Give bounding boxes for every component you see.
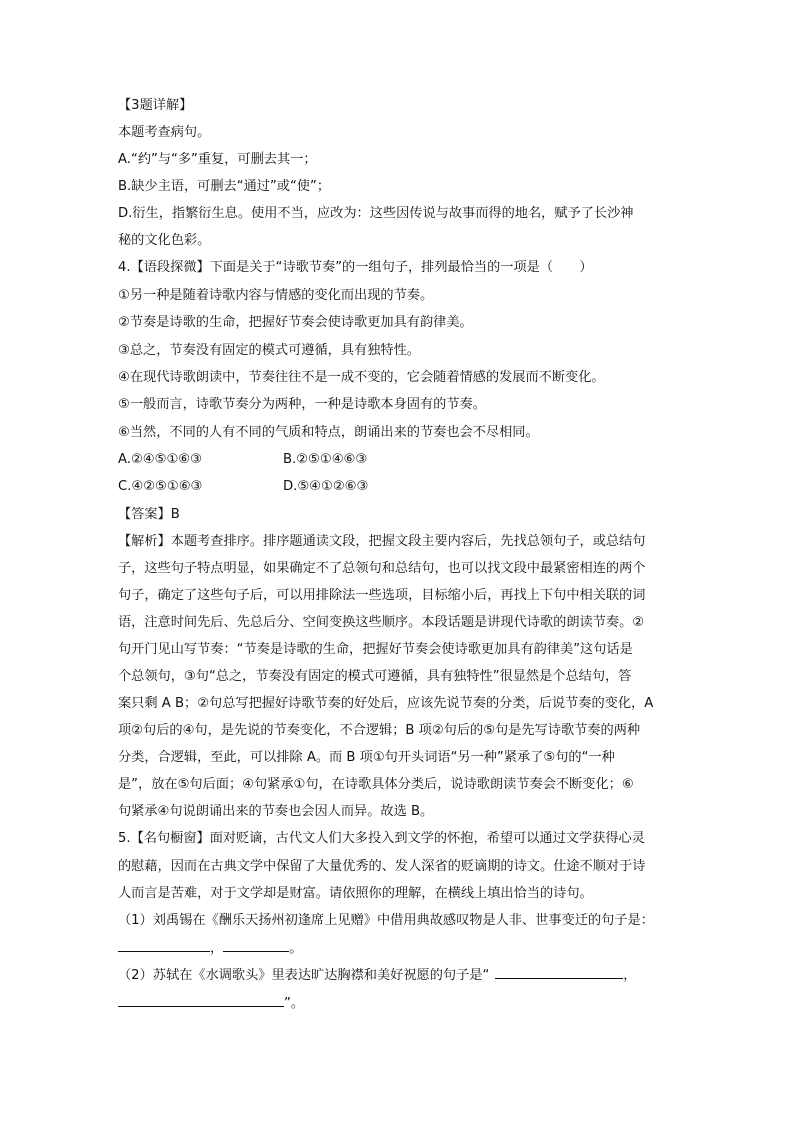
- q5-item-2-answer-line: [118, 994, 698, 1014]
- q5-stem-line: 5.【名句橱窗】面对贬谪，古代文人们大多投入到文学的怀抱，希望可以通过文学获得心灵: [118, 831, 645, 846]
- q5-item-1: （1）刘禹锡在《酬乐天扬州初逢席上见赠》中借用典故感叹物是人非、世事变迁的句子是：: [118, 913, 654, 928]
- fill-in-blank[interactable]: [495, 966, 623, 979]
- fill-in-blank[interactable]: [118, 994, 284, 1007]
- q4-sentence-5: ⑤一般而言，诗歌节奏分为两种，一种是诗歌本身固有的节奏。: [118, 397, 486, 412]
- q3-option-d-note-cont: 秘的文化色彩。: [118, 233, 211, 248]
- q4-analysis-line: 子，这些句子特点明显，如果确定不了总领句和总结句，也可以找文段中最紧密相连的两个: [118, 561, 646, 576]
- q5-item-2-text: （2）苏轼在《水调歌头》里表达旷达胸襟和美好祝愿的句子是“: [118, 968, 490, 983]
- q3-option-b-note: B.缺少主语，可删去“通过”或“使”；: [118, 179, 331, 194]
- q4-analysis-line: 句子，确定了这些句子后，可以用排除法一些选项，目标缩小后，再找上下句中相关联的词: [118, 588, 646, 603]
- q3-heading: 【3题详解】: [118, 98, 193, 113]
- blank-separator: ，: [210, 941, 224, 956]
- q4-stem: 4.【语段探微】下面是关于“诗歌节奏”的一组句子，排列最恰当的一项是（ ）: [118, 260, 593, 275]
- q4-analysis-line: 个总领句，③句“总之，节奏没有固定的模式可遵循，具有独特性”很显然是个总结句，答: [118, 669, 632, 684]
- q5-item-2: [118, 966, 698, 986]
- q4-option-c: C.④②⑤①⑥③: [118, 479, 203, 494]
- q3-intro: 本题考查病句。: [118, 125, 211, 140]
- q3-option-d-note: D.衍生，指繁衍生息。使用不当，应改为：这些因传说与故事而得的地名，赋予了长沙神: [118, 206, 634, 221]
- q4-sentence-3: ③总之，节奏没有固定的模式可遵循，具有独特性。: [118, 343, 420, 358]
- q4-analysis-line: 【解析】本题考查排序。排序题通读文段，把握文段主要内容后，先找总领句子，或总结句: [118, 534, 646, 549]
- q4-analysis-line: 项②句后的④句，是先说的节奏变化，不合逻辑；B 项②句后的⑤句是先写诗歌节奏的两种: [118, 723, 641, 738]
- q4-option-d: D.⑤④①②⑥③: [283, 479, 369, 494]
- q4-sentence-2: ②节奏是诗歌的生命，把握好节奏会使诗歌更加具有韵律美。: [118, 315, 473, 330]
- q5-stem-line: 的慰藉，因而在古典文学中保留了大量优秀的、发人深省的贬谪期的诗文。仕途不顺对于诗: [118, 859, 646, 874]
- q4-analysis-line: 句紧承④句说朗诵出来的节奏也会因人而异。故选 B。: [118, 804, 434, 819]
- q5-item-1-answer-line: [118, 939, 698, 959]
- q4-answer: 【答案】B: [118, 507, 180, 522]
- q4-analysis-line: 语，注意时间先后、先总后分、空间变换这些顺序。本段话题是讲现代诗歌的朗读节奏。②: [118, 615, 645, 630]
- q3-option-a-note: A.“约”与“多”重复，可删去其一；: [118, 152, 317, 167]
- q4-analysis-line: 分类，合逻辑，至此，可以排除 A。而 B 项①句开头词语“另一种”紧承了⑤句的“一种: [118, 750, 615, 765]
- q4-analysis-line: 案只剩 A B；②句总写把握好诗歌节奏的好处后，应该先说节奏的分类，后说节奏的变化，A: [118, 696, 654, 711]
- q4-analysis-line: 句开门见山写节奏：“节奏是诗歌的生命，把握好节奏会使诗歌更加具有韵律美”这句话是: [118, 642, 633, 657]
- fill-in-blank[interactable]: [223, 939, 289, 952]
- q5-stem-line: 人而言是苦难，对于文学却是财富。请依照你的理解，在横线上填出恰当的诗句。: [118, 886, 593, 901]
- q4-option-b: B.②⑤①④⑥③: [283, 452, 368, 467]
- q4-sentence-6: ⑥当然，不同的人有不同的气质和特点，朗诵出来的节奏也会不尽相同。: [118, 425, 539, 440]
- fill-in-blank[interactable]: [118, 939, 210, 952]
- blank-separator: ，: [623, 968, 637, 983]
- blank-end: ”。: [284, 996, 305, 1011]
- q4-sentence-4: ④在现代诗歌朗读中，节奏往往不是一成不变的，它会随着情感的发展而不断变化。: [118, 370, 605, 385]
- blank-end: 。: [289, 941, 303, 956]
- q4-sentence-1: ①另一种是随着诗歌内容与情感的变化而出现的节奏。: [118, 288, 434, 303]
- q4-analysis-line: 是”，放在⑤句后面；④句紧承①句，在诗歌具体分类后，说诗歌朗读节奏会不断变化；⑥: [118, 777, 634, 792]
- q4-option-a: A.②④⑤①⑥③: [118, 452, 202, 467]
